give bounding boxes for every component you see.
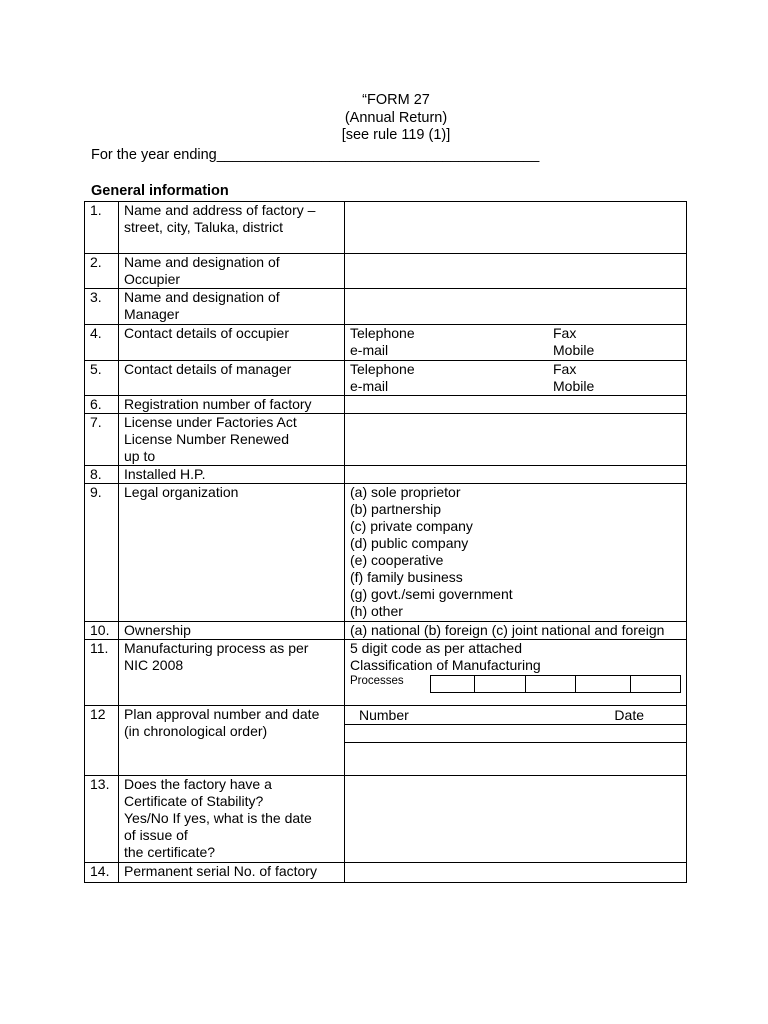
row-number: 10. [85, 622, 119, 640]
label-line: the certificate? [124, 844, 216, 860]
label-line: Does the factory have a [124, 776, 272, 792]
processes-label: Processes [350, 675, 404, 687]
date-column-label: Date [614, 707, 644, 723]
label-line: License under Factories Act [124, 414, 297, 430]
table-row [85, 361, 687, 396]
label-line: of issue of [124, 827, 188, 843]
row-label [119, 622, 345, 640]
table-row [85, 202, 687, 254]
row-number: 9. [85, 484, 119, 622]
row-number: 8. [85, 466, 119, 484]
plan-approval-entry-row[interactable] [345, 724, 686, 742]
option-other[interactable]: (h) other [350, 603, 403, 619]
plan-approval-entry-row[interactable] [345, 742, 686, 760]
row-number: 6. [85, 396, 119, 414]
ownership-options[interactable]: (a) national (b) foreign (c) joint national and foreign [345, 622, 687, 640]
label-line: Installed H.P. [124, 466, 206, 482]
fax-label: Fax [553, 325, 577, 341]
section-title: General information [91, 183, 229, 199]
option-public-company[interactable]: (d) public company [350, 535, 469, 551]
label-line: Yes/No If yes, what is the date [124, 810, 312, 826]
row-number: 13. [85, 776, 119, 863]
license-input[interactable] [345, 414, 687, 466]
form-subtitle: (Annual Return) [344, 109, 448, 126]
value-line: 5 digit code as per attached [350, 640, 523, 656]
label-line: Certificate of Stability? [124, 793, 264, 809]
row-number: 4. [85, 325, 119, 361]
row-label [119, 361, 345, 396]
row-label [119, 202, 345, 254]
telephone-label: Telephone [350, 325, 415, 341]
installed-hp-input[interactable] [345, 466, 687, 484]
row-number: 12 [85, 706, 119, 776]
fax-label: Fax [553, 361, 577, 377]
row-label [119, 325, 345, 361]
option-govt[interactable]: (g) govt./semi government [350, 586, 513, 602]
row-label [119, 396, 345, 414]
row-number: 3. [85, 289, 119, 325]
label-line: (in chronological order) [124, 723, 268, 739]
row-label [119, 289, 345, 325]
legal-organization-options[interactable] [345, 484, 687, 622]
table-row [85, 622, 687, 640]
row-label [119, 640, 345, 706]
option-cooperative[interactable]: (e) cooperative [350, 552, 444, 568]
label-line: Contact details of manager [124, 361, 292, 377]
occupier-input[interactable] [345, 254, 687, 289]
label-line: Manager [124, 306, 180, 322]
label-line: Name and address of factory – [124, 202, 316, 218]
label-line: Registration number of factory [124, 396, 312, 412]
table-row [85, 640, 687, 706]
label-line: Name and designation of [124, 254, 280, 270]
table-row [85, 254, 687, 289]
form-rule-reference: [see rule 119 (1)] [341, 127, 451, 143]
table-row [85, 776, 687, 863]
table-row [85, 325, 687, 361]
stability-certificate-input[interactable] [345, 776, 687, 863]
table-row [85, 414, 687, 466]
code-digit-box[interactable] [474, 675, 525, 693]
option-sole-proprietor[interactable]: (a) sole proprietor [350, 484, 461, 500]
plan-approval-cell [345, 706, 687, 776]
label-line: Legal organization [124, 484, 239, 500]
nic-code-cell [345, 640, 687, 706]
option-partnership[interactable]: (b) partnership [350, 501, 442, 517]
row-number: 2. [85, 254, 119, 289]
table-row [85, 396, 687, 414]
row-label [119, 776, 345, 863]
year-ending-field[interactable]: For the year ending________________________________________ [91, 147, 540, 163]
manager-input[interactable] [345, 289, 687, 325]
table-row [85, 466, 687, 484]
plan-approval-header [345, 706, 686, 724]
row-number: 5. [85, 361, 119, 396]
serial-number-input[interactable] [345, 863, 687, 883]
label-line: License Number Renewed [124, 431, 289, 447]
telephone-label: Telephone [350, 361, 415, 377]
code-digit-box[interactable] [630, 675, 681, 693]
code-digit-box[interactable] [430, 675, 474, 693]
number-column-label: Number [359, 707, 409, 723]
mobile-label: Mobile [553, 342, 595, 358]
email-label: e-mail [350, 378, 389, 394]
label-line: Occupier [124, 271, 181, 287]
mobile-label: Mobile [553, 378, 595, 394]
label-line: Manufacturing process as per [124, 640, 309, 656]
code-digit-box[interactable] [525, 675, 575, 693]
row-label [119, 414, 345, 466]
label-line: street, city, Taluka, district [124, 219, 283, 235]
table-row [85, 863, 687, 883]
row-label [119, 706, 345, 776]
option-family-business[interactable]: (f) family business [350, 569, 463, 585]
row-number: 7. [85, 414, 119, 466]
row-label [119, 863, 345, 883]
row-label [119, 484, 345, 622]
table-row [85, 706, 687, 776]
option-private-company[interactable]: (c) private company [350, 518, 473, 534]
general-information-table [84, 201, 687, 883]
row-number: 11. [85, 640, 119, 706]
label-line: up to [124, 448, 156, 464]
form-title-block [0, 92, 768, 145]
form-title: “FORM 27 [362, 92, 430, 108]
registration-number-input[interactable] [345, 396, 687, 414]
row-label [119, 254, 345, 289]
manager-contact-input[interactable] [345, 361, 687, 396]
label-line: Plan approval number and date [124, 706, 320, 722]
code-digit-box[interactable] [575, 675, 631, 693]
nic-code-boxes [430, 675, 681, 692]
email-label: e-mail [350, 342, 389, 358]
label-line: Name and designation of [124, 289, 280, 305]
factory-address-input[interactable] [345, 202, 687, 254]
label-line: Permanent serial No. of factory [124, 863, 317, 879]
row-number: 1. [85, 202, 119, 254]
label-line: Ownership [124, 622, 191, 638]
row-label [119, 466, 345, 484]
occupier-contact-input[interactable] [345, 325, 687, 361]
table-row [85, 289, 687, 325]
table-row [85, 484, 687, 622]
label-line: Contact details of occupier [124, 325, 289, 341]
row-number: 14. [85, 863, 119, 883]
label-line: NIC 2008 [124, 657, 184, 673]
value-line: Classification of Manufacturing [350, 657, 541, 673]
